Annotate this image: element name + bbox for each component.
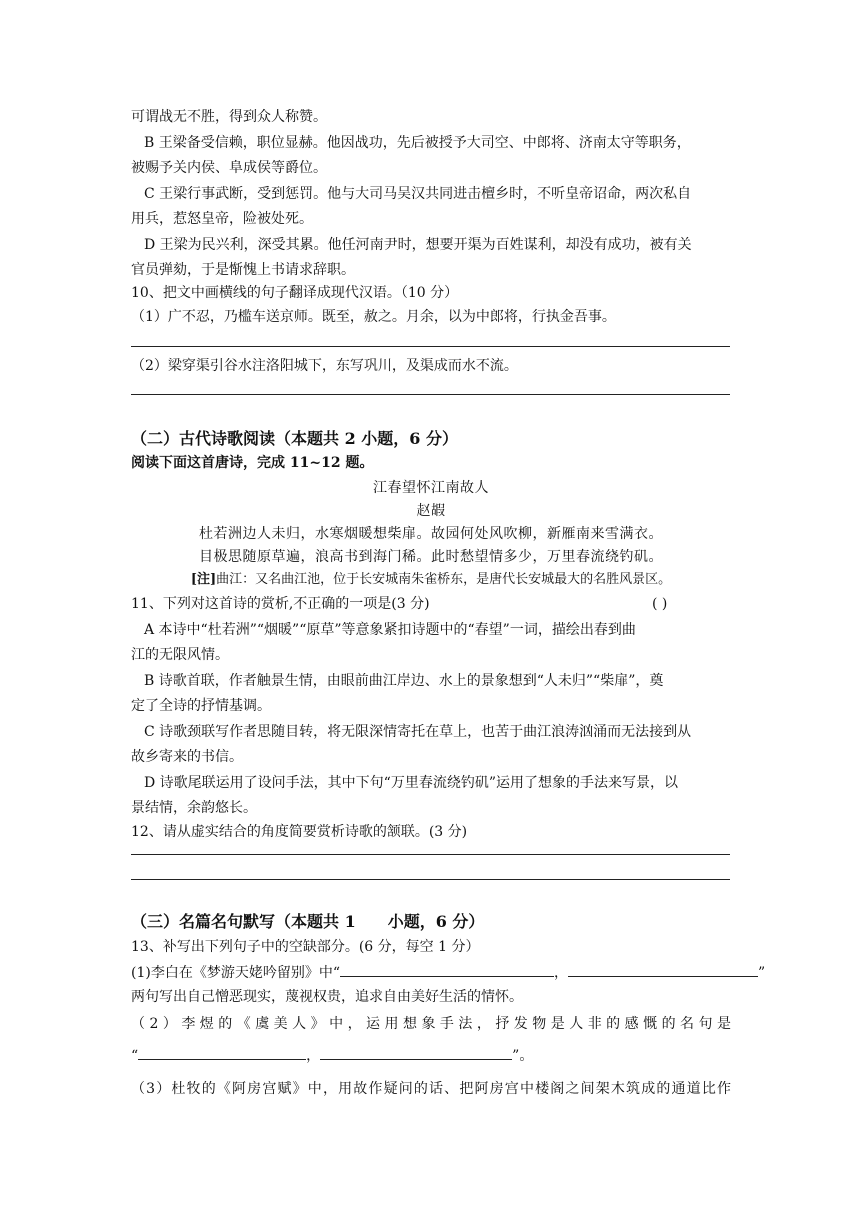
q13-part-1-line2: 两句写出自己憎恶现实，蔑视权贵，追求自由美好生活的情怀。 xyxy=(131,989,523,1005)
note-tag: [注] xyxy=(190,572,217,587)
q9-option-d-line2: 官员弹劾，于是惭愧上书请求辞职。 xyxy=(131,262,355,278)
poem-author: 赵嘏 xyxy=(416,503,446,519)
q13-part-1-line1 xyxy=(131,962,766,983)
q11-option-d-line2: 景结情，余韵悠长。 xyxy=(131,800,257,816)
note-text: 曲江：又名曲江池，位于长安城南朱雀桥东，是唐代长安城最大的名胜风景区。 xyxy=(216,572,672,587)
q13-part-2-line1: （2）李煜的《虞美人》中，运用想象手法，抒发物是人非的感慨的名句是 xyxy=(131,1016,731,1032)
comma: ， xyxy=(554,965,568,981)
q13-stem: 13、补写出下列句子中的空缺部分。(6 分，每空 1 分） xyxy=(131,939,480,955)
poem-note xyxy=(131,570,731,590)
answer-line-3[interactable] xyxy=(131,854,730,855)
q11-option-d-line1: D 诗歌尾联运用了设问手法，其中下句“万里春流绕钓矶”运用了想象的手法来写景，以 xyxy=(144,775,678,791)
end-quote: ”。 xyxy=(512,1048,534,1064)
poem-line-2: 目极思随原草遍，浪高书到海门稀。此时愁望情多少，万里春流绕钓矶。 xyxy=(199,549,663,565)
fill-blank-1[interactable] xyxy=(340,962,554,977)
q11-option-b-line2: 定了全诗的抒情基调。 xyxy=(131,698,271,714)
q13-part-1-prefix: (1)李白在《梦游天姥吟留别》中“ xyxy=(131,965,340,981)
q9-option-c-line1: C 王梁行事武断，受到惩罚。他与大司马吴汉共同进击檀乡时，不听皇帝诏命，两次私自 xyxy=(144,186,692,202)
fill-blank-2[interactable] xyxy=(568,962,758,977)
poem-title: 江春望怀江南故人 xyxy=(373,480,489,496)
q11-option-c-line1: C 诗歌颈联写作者思随目转，将无限深情寄托在草上，也苦于曲江浪涛汹涌而无法接到从 xyxy=(144,724,692,740)
answer-line-1[interactable] xyxy=(131,346,730,347)
q11-option-a-line2: 江的无限风情。 xyxy=(131,647,229,663)
section-3-title: （三）名篇名句默写（本题共 1 小题，6 分） xyxy=(131,912,485,931)
section-2-title: （二）古代诗歌阅读（本题共 2 小题，6 分） xyxy=(131,429,458,448)
close-quote: ” xyxy=(758,965,766,981)
q11-answer-bracket[interactable]: ( ) xyxy=(652,596,668,612)
poem-line-1: 杜若洲边人未归，水寒烟暖想柴扉。故园何处风吹柳，新雁南来雪满衣。 xyxy=(199,526,663,542)
q10-stem: 10、把文中画横线的句子翻译成现代汉语。（10 分） xyxy=(131,285,459,301)
q11-stem: 11、下列对这首诗的赏析,不正确的一项是(3 分) xyxy=(131,596,430,612)
answer-line-2[interactable] xyxy=(131,394,730,395)
open-quote: “ xyxy=(131,1048,139,1064)
q10-sentence-2: （2）梁穿渠引谷水注洛阳城下，东写巩川，及渠成而水不流。 xyxy=(131,358,518,374)
q9-option-d-line1: D 王梁为民兴利，深受其累。他任河南尹时，想要开渠为百姓谋利，却没有成功，被有关 xyxy=(144,237,692,253)
comma-2: ， xyxy=(306,1048,321,1064)
q13-part-3-line1: （3）杜牧的《阿房宫赋》中，用故作疑问的话、把阿房宫中楼阁之间架木筑成的通道比作 xyxy=(131,1081,731,1097)
q12-stem: 12、请从虚实结合的角度简要赏析诗歌的颔联。(3 分) xyxy=(131,824,468,840)
q9-option-c-line2: 用兵，惹怒皇帝，险被处死。 xyxy=(131,211,313,227)
q9-option-b-line1: B 王梁备受信赖，职位显赫。他因战功，先后被授予大司空、中郎将、济南太守等职务， xyxy=(144,135,691,151)
section-2-instruction: 阅读下面这首唐诗，完成 11~12 题。 xyxy=(131,455,374,471)
q13-part-2-line2 xyxy=(131,1045,731,1066)
q11-option-c-line2: 故乡寄来的书信。 xyxy=(131,749,243,765)
q10-sentence-1: （1）广不忍，乃槛车送京师。既至，赦之。月余，以为中郎将，行执金吾事。 xyxy=(131,309,616,325)
q11-option-a-line1: A 本诗中“杜若洲”“烟暖”“原草”等意象紧扣诗题中的“春望”一词，描绘出春到曲 xyxy=(144,622,636,638)
q9-option-a-tail: 可谓战无不胜，得到众人称赞。 xyxy=(131,109,327,125)
q11-option-b-line1: B 诗歌首联，作者触景生情，由眼前曲江岸边、水上的景象想到“人未归”“柴扉”，奠 xyxy=(144,673,664,689)
fill-blank-3[interactable] xyxy=(138,1045,306,1060)
answer-line-4[interactable] xyxy=(131,879,730,880)
fill-blank-4[interactable] xyxy=(320,1045,512,1060)
q9-option-b-line2: 被赐予关内侯、阜成侯等爵位。 xyxy=(131,160,327,176)
